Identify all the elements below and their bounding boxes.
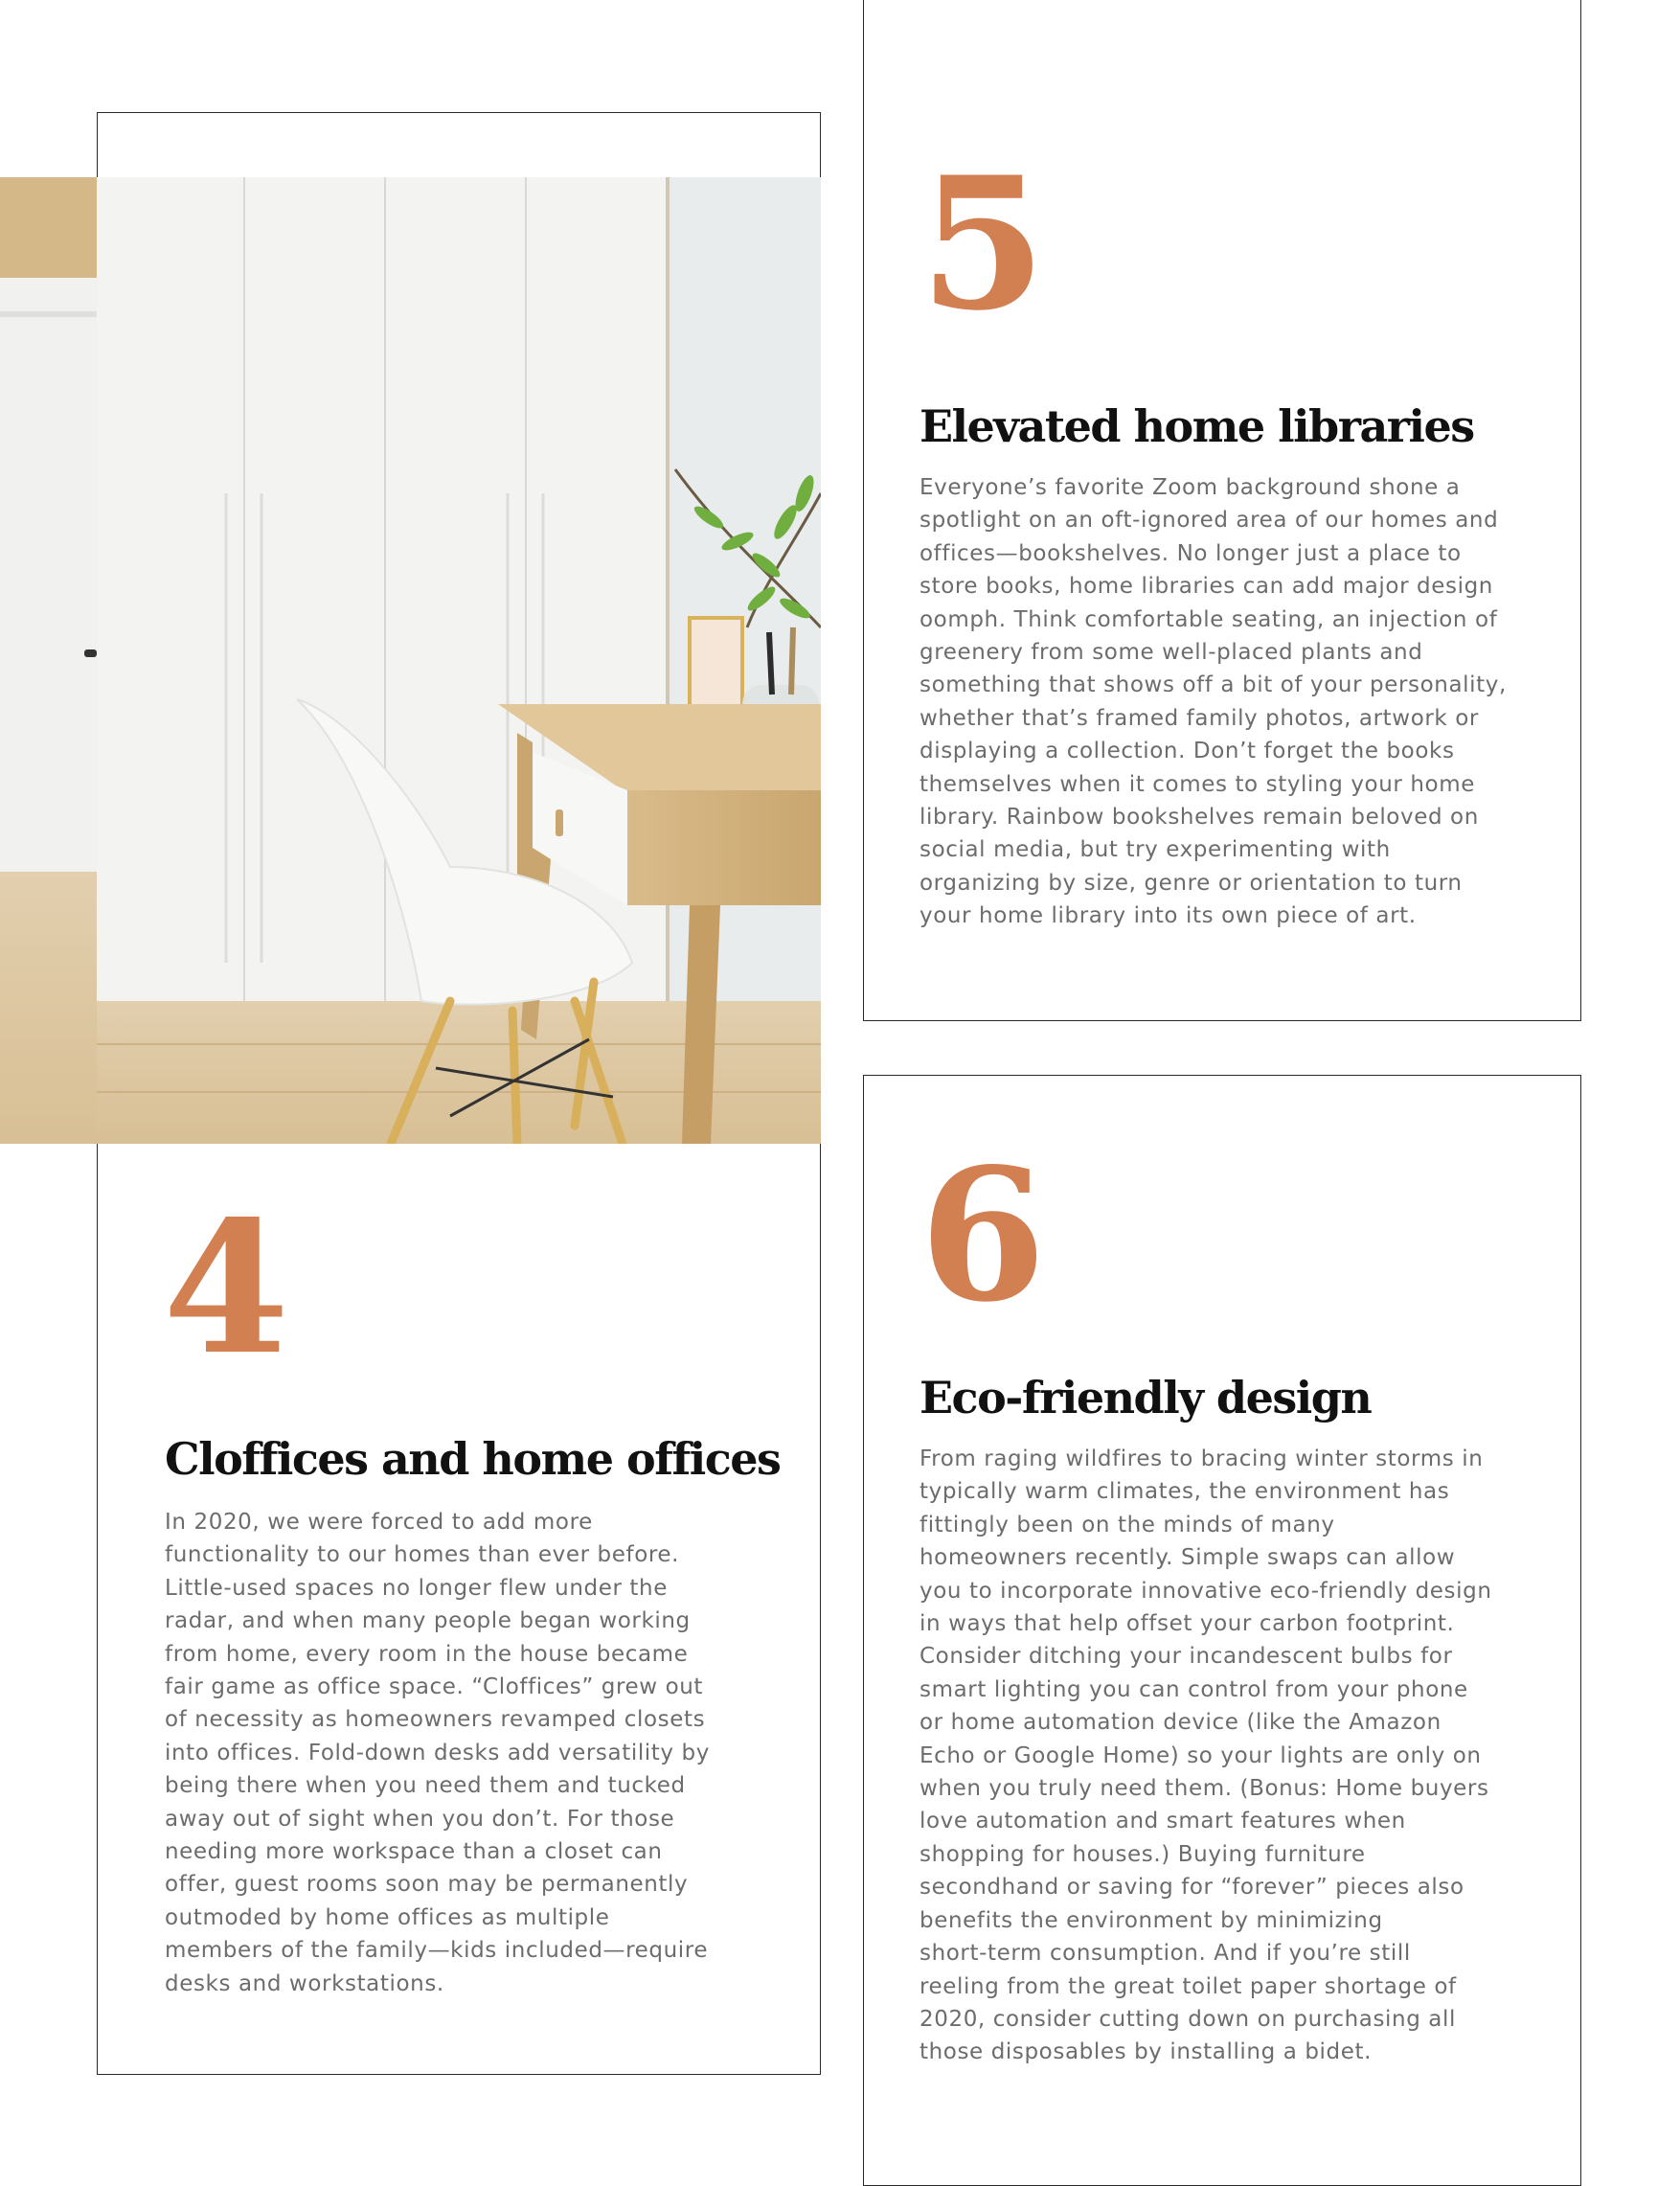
section-5-body: Everyone’s favorite Zoom background shone a spotlight on an oft-ignored area of our homes and offices—bookshelves. No longer just a place to store books, home libraries can add major design oomph. Think comfortable seating, an injection of greenery from some well-placed plants and something that shows off a bit of your personality, whether that’s framed family photos, artwork or displaying a collection. Don’t forget the books themselves when it comes to styling your home library. Rainbow bookshelves remain beloved on social media, but try experimenting with organizing by size, genre or orientation to turn your home library into its own piece of art. xyxy=(919,475,1507,929)
section-5-number: 5 xyxy=(919,137,1043,351)
section-6-number: 6 xyxy=(919,1128,1043,1342)
section-4-title: Cloffices and home offices xyxy=(165,1433,781,1485)
section-6-title: Eco-friendly design xyxy=(919,1372,1372,1423)
section-5-title: Elevated home libraries xyxy=(919,400,1474,452)
section-4-number: 4 xyxy=(163,1181,286,1395)
section-4-body: In 2020, we were forced to add more functionality to our homes than ever before. Little-used spaces no longer flew under the radar, and when many people began working from home, every room in the house became fair game as office space. “Cloffices” grew out of necessity as homeowners revamped closets into offices. Fold-down desks add versatility by being there when you need them and tucked away out of sight when you don’t. For those needing more workspace than a closet can offer, guest rooms soon may be permanently outmoded by home offices as multiple members of the family—kids included—require desks and workstations. xyxy=(165,1510,710,1996)
section-6-body: From raging wildfires to bracing winter storms in typically warm climates, the environment has fittingly been on the minds of many homeowners recently. Simple swaps can allow you to incorporate innovative eco-friendly design in ways that help offset your carbon footprint. Consider ditching your incandescent bulbs for smart lighting you can control from your phone or home automation device (like the Amazon Echo or Google Home) so your lights are only on when you truly need them. (Bonus: Home buyers love automation and smart features when shopping for houses.) Buying furniture secondhand or saving for “forever” pieces also benefits the environment by minimizing short-term consumption. And if you’re still reeling from the great toilet paper shortage of 2020, consider cutting down on purchasing all those disposables by installing a bidet. xyxy=(919,1446,1492,2065)
desk-chair-room-photo xyxy=(0,177,821,1144)
